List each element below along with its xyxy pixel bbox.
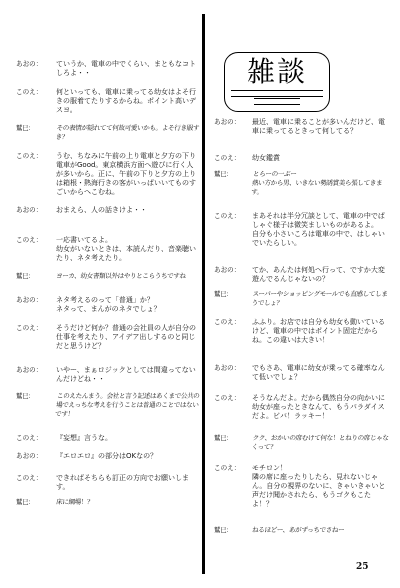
subtitle-rule (231, 90, 323, 97)
speaker-name: このえ： (16, 236, 43, 244)
subtitle-rule (254, 98, 300, 105)
speaker-name: このえ： (214, 154, 241, 162)
speaker-name: このえ： (16, 324, 43, 332)
dialogue-text: とらーの一ぶー 熱い方から男、いきない勢誘賞美ら張してきます。 (250, 170, 383, 196)
speaker-name: あおの： (214, 118, 241, 126)
dialogue-text: おまえら、人の話きけよ・・ (56, 206, 147, 214)
speaker-name: あおの： (16, 452, 43, 460)
dialogue-text: ていうか、電車の中でくらい、まともなコトしろよ・・ (56, 60, 196, 77)
speaker-name: あおの： (214, 266, 241, 274)
speaker-name: このえ： (16, 434, 43, 442)
dialogue-text: 床に綱場！？ (55, 498, 94, 506)
dialogue-text: そうなんだよ。だから偶然自分の向かいに幼女が座ったときなんて、もうパラダイスだよ。ビバ！ラッキー！ (252, 394, 385, 420)
speaker-name: このえ： (16, 152, 43, 160)
speaker-name: あおの： (16, 206, 43, 214)
speaker-name: 鷲巳： (214, 290, 233, 298)
speaker-name: 鷲巳： (214, 526, 233, 534)
dialogue-text: 一応書いてるよ。 幼女がいないときは、本読んだり、音楽聴いたり、ネタ考えたり。 (56, 236, 196, 262)
speaker-name: このえ： (214, 394, 241, 402)
speaker-name: このえ： (16, 88, 43, 96)
speaker-name: このえ： (214, 212, 241, 220)
speaker-name: あおの： (16, 366, 43, 374)
speaker-name: 鷲巳： (214, 170, 233, 178)
dialogue-text: 『エロエロ』の部分はOKなの？ (56, 452, 158, 460)
speaker-name: このえ： (214, 464, 241, 472)
dialogue-text: モチロン！ 隣の席に座ったりしたら、見れないじゃん。自分の視界のないに、きゃいきゃいと声だけ聞かされたら、もうゴクもこたよ！？ (252, 464, 386, 508)
dialogue-text: ねるほどー、あがずっちでさねー (251, 526, 345, 534)
speaker-name: 鷲巳： (16, 498, 35, 506)
speaker-name: このえ： (214, 318, 241, 326)
dialogue-text: まあそれは半分冗談として、電車の中でぱしゃぐ様子は微笑ましいものがあるよ。 自分も小さいころは電車の中で、はしゃいでいたらしい。 (252, 212, 385, 247)
speaker-name: 鷲巳： (16, 392, 35, 400)
dialogue-text: その表情が隠れてて何故可愛いかも。よそ行き服すき？ (55, 124, 200, 141)
speaker-name: あおの： (16, 60, 43, 68)
dialogue-text: 幼女鑑賞 (252, 154, 280, 162)
speaker-name: あおの： (16, 296, 43, 304)
column-divider (202, 14, 205, 574)
dialogue-text: 『妄想』言うな。 (56, 434, 112, 442)
dialogue-text: ヨーカ、幼女書類以外はやりとこらうちですね (55, 272, 187, 280)
dialogue-text: うむ、ちなみに午前の上り電車と夕方の下り電車がGood。東京横浜方面へ遊びに行く人が多いから。正に、午前の下りと夕方の上りは箱根・熱海行きの客がいっぱいいてものすごいからへこむね。 (56, 152, 196, 196)
dialogue-text: そうだけど何か？普通の会社員の人が自分の仕事を考えたり、アイデア出しするのと同じだと思うけど？ (56, 324, 196, 350)
page-number: 25 (356, 562, 369, 572)
dialogue-text: いやー、まぁロジックとしては間違ってないんだけどね・・ (56, 366, 196, 383)
dialogue-text: ふふり。お店では自分も幼女も動いているけど、電車の中ではポイント固定だからね。この違いは大きい！ (252, 318, 385, 344)
speaker-name: 鷲巳： (16, 124, 35, 132)
dialogue-text: ネタ考えるのって「普通」か？ ネタって、まんがのネタでしょ？ (56, 296, 161, 313)
dialogue-text: クク、おかいの席むけて何な！とねりの席じゃなくって？ (251, 434, 389, 451)
speaker-name: 鷲巳： (214, 434, 233, 442)
title-box (224, 52, 330, 112)
speaker-name: あおの： (214, 364, 241, 372)
dialogue-text: てか、あんたは何処へ行って、ですか大変遊んでるんじゃないの？ (252, 266, 385, 283)
title-subtitle-band (231, 89, 323, 106)
speaker-name: このえ： (16, 474, 43, 482)
page-title: 雑談 (246, 55, 307, 88)
dialogue-text: このえたんまう。会社と言う記述はあくまで公共の場でえっちな考えを行うことは普通のことではないです！ (54, 392, 200, 418)
dialogue-text: できればそちらも訂正の方向でお願いします。 (56, 474, 189, 491)
dialogue-text: 最近、電車に乗ることが多いんだけど、電車に乗ってるときって何してる？ (252, 118, 385, 135)
dialogue-text: スーパーやショッピングモールでも直感してしまうでしょ？ (251, 290, 388, 307)
dialogue-text: 何といっても、電車に乗ってる幼女はよそ行きの服着てたりするからね。ポイント高いデスヨ。 (56, 88, 196, 114)
speaker-name: 鷲巳： (16, 272, 35, 280)
dialogue-text: でもさあ、電車に幼女が乗ってる確率なんて低いでしょ？ (252, 364, 385, 381)
